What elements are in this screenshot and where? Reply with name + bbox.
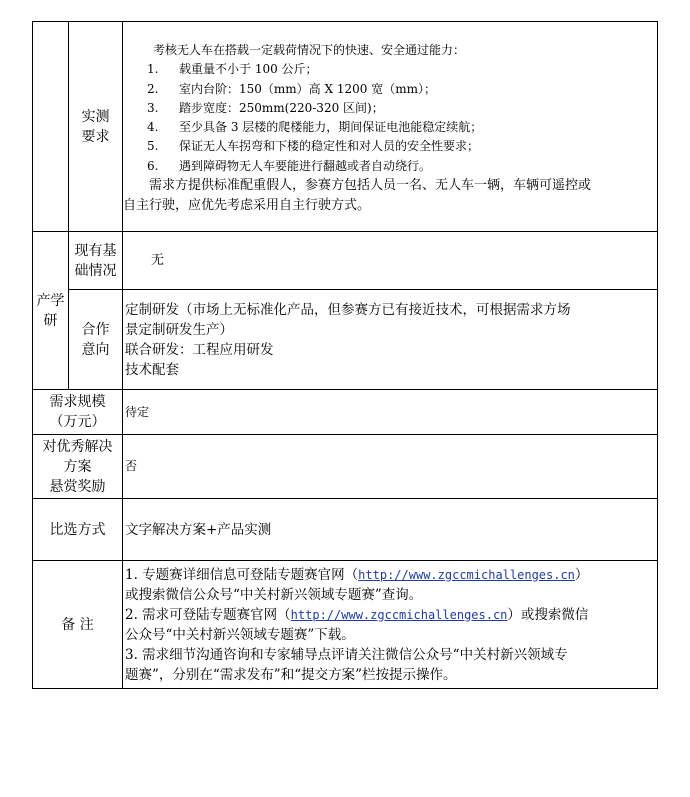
list-item: 5. 保证无人车拐弯和下楼的稳定性和对人员的安全性要求； (147, 139, 480, 154)
coop-value (123, 290, 658, 390)
list-item: 6. 遇到障碍物无人车要能进行翻越或者自动绕行。 (147, 158, 432, 173)
coop-line: 技术配套 (125, 361, 179, 378)
demand-form-table (32, 21, 658, 689)
selection-value-text: 文字解决方案+产品实测 (125, 521, 272, 538)
list-item: 2. 室内台阶：150（mm）高 X 1200 宽（mm）； (147, 81, 436, 96)
coop-line: 联合研发：工程应用研发 (125, 341, 274, 358)
selection-value (123, 499, 658, 561)
remarks-p1-line2: 或搜索微信公众号“中关村新兴领域专题赛”查询。 (125, 586, 423, 603)
remarks-p1-line1: 1. 专题赛详细信息可登陆专题赛官网（http://www.zgccmichallenges.cn） (125, 566, 589, 583)
reward-value-text: 否 (125, 459, 138, 473)
remarks-value (123, 561, 658, 689)
selection-row (33, 499, 658, 561)
requirements-content (123, 22, 658, 232)
basis-label-text: 现有基 础情况 (74, 242, 117, 279)
reward-label (33, 435, 123, 499)
coop-label (69, 290, 123, 390)
reward-label-text: 对优秀解决 方案 悬赏奖励 (42, 438, 113, 495)
coop-label-text: 合作 意向 (81, 321, 110, 358)
coop-line: 定制研发（市场上无标准化产品，但参赛方已有接近技术，可根据需求方场 (125, 301, 571, 318)
industry-group-label (33, 232, 69, 390)
remarks-row (33, 561, 658, 689)
requirements-row (33, 22, 658, 232)
scale-row (33, 390, 658, 435)
industry-basis-row (33, 232, 658, 290)
basis-value-text: 无 (151, 253, 165, 268)
list-item: 4. 至少具备 3 层楼的爬楼能力，期间保证电池能稳定续航； (147, 120, 483, 135)
scale-label (33, 390, 123, 435)
scale-value (123, 390, 658, 435)
coop-line: 景定制研发生产） (125, 321, 233, 338)
requirements-note-line1: 需求方提供标准配重假人，参赛方包括人员一名、无人车一辆，车辆可遥控或 (149, 177, 592, 193)
remarks-p3-line2: 题赛”，分别在“需求发布”和“提交方案”栏按提示操作。 (125, 666, 457, 683)
scale-value-text: 待定 (125, 404, 150, 419)
remarks-label (33, 561, 123, 689)
basis-label (69, 232, 123, 290)
requirements-label-text: 实测 要求 (81, 108, 110, 145)
requirements-list (147, 60, 653, 175)
remarks-label-text: 备 注 (61, 616, 94, 633)
reward-row (33, 435, 658, 499)
basis-value (123, 232, 658, 290)
reward-value (123, 435, 658, 499)
scale-label-text: 需求规模 （万元） (49, 394, 106, 430)
list-item: 3. 踏步宽度：250mm(220-320 区间)； (147, 100, 384, 115)
industry-coop-row (33, 290, 658, 390)
selection-label-text: 比选方式 (49, 521, 106, 538)
remarks-p3-line1: 3. 需求细节沟通咨询和专家辅导点评请关注微信公众号“中关村新兴领域专 (125, 646, 568, 663)
requirements-note (123, 176, 653, 216)
remarks-p2-line1: 2. 需求可登陆专题赛官网（http://www.zgccmichallenges.cn）或搜索微信 (125, 606, 589, 623)
requirements-note-line2: 自主行驶，应优先考虑采用自主行驶方式。 (123, 197, 371, 213)
industry-group-label-text: 产学 研 (36, 292, 65, 329)
selection-label (33, 499, 123, 561)
remarks-p2-line2: 公众号“中关村新兴领域专题赛”下载。 (125, 626, 355, 643)
official-site-link[interactable]: http://www.zgccmichallenges.cn (290, 607, 508, 622)
requirements-intro: 考核无人车在搭载一定载荷情况下的快速、安全通过能力： (153, 43, 466, 58)
official-site-link[interactable]: http://www.zgccmichallenges.cn (358, 567, 575, 582)
list-item: 1. 载重量不小于 100 公斤； (147, 62, 318, 77)
requirements-label (69, 22, 123, 232)
requirements-blank-cell (33, 22, 69, 232)
